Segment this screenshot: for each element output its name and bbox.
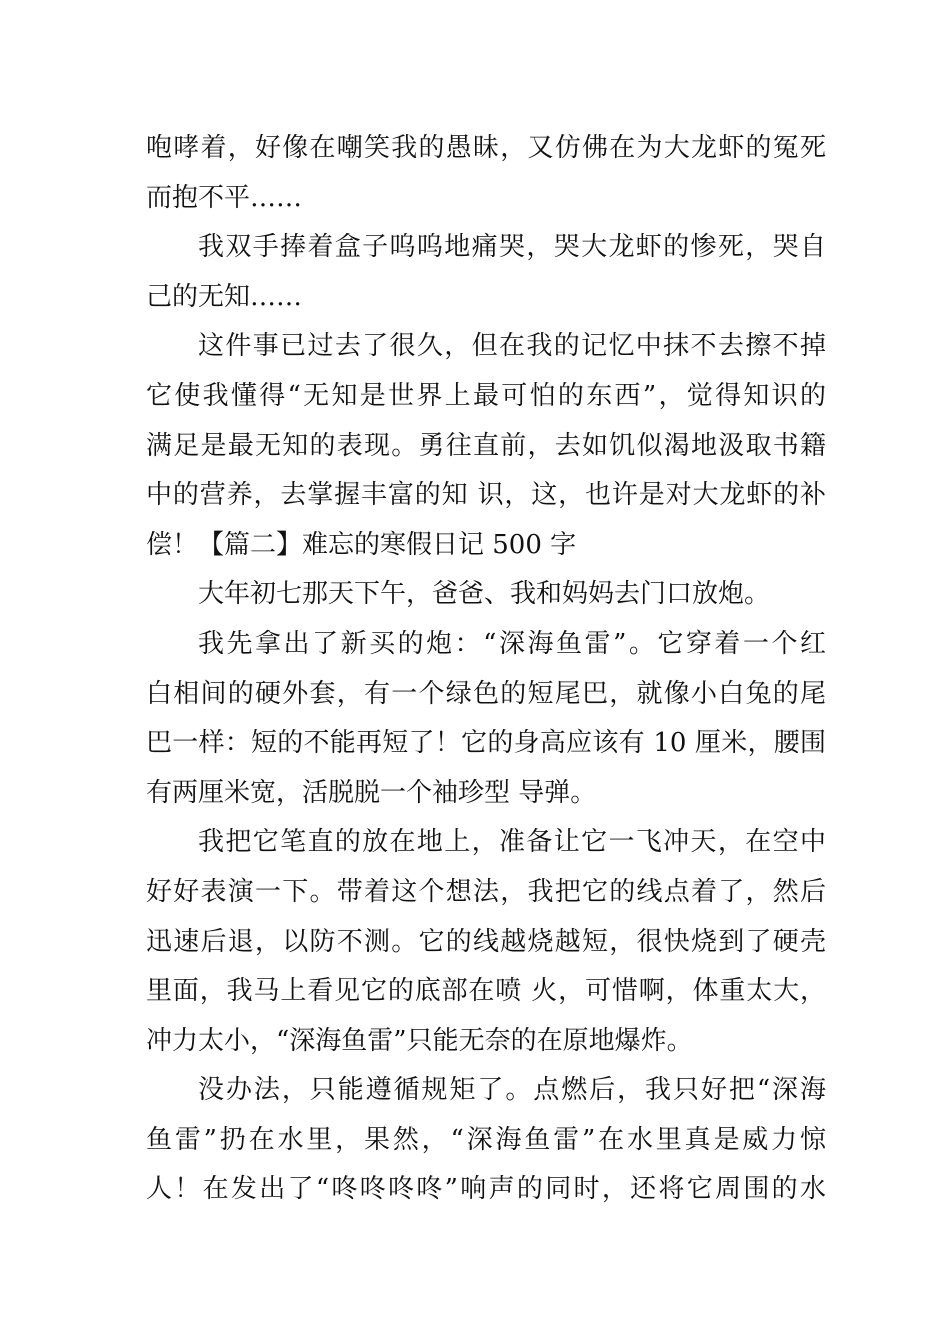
text-line: 有两厘米宽，活脱脱一个袖珍型 导弹。: [146, 777, 597, 808]
text-line: 里面，我马上看见它的底部在喷 火，可惜啊，体重太大，: [146, 976, 826, 1007]
text-line: 它使我懂得“无知是世界上最可怕的东西”，觉得知识的: [146, 380, 826, 411]
text-line: 而抱不平……: [146, 182, 303, 213]
text-line: 我把它笔直的放在地上，准备让它一飞冲天，在空中: [198, 827, 826, 858]
text-line: 咆哮着，好像在嘲笑我的愚昧，又仿佛在为大龙虾的冤死: [146, 133, 826, 163]
text-line: 这件事已过去了很久，但在我的记忆中抹不去擦不掉: [198, 331, 826, 362]
text-line: 巴一样：短的不能再短了！它的身高应该有 10 厘米，腰围: [146, 728, 826, 759]
text-line: 白相间的硬外套，有一个绿色的短尾巴，就像小白兔的尾: [146, 678, 826, 709]
text-line: 我先拿出了新买的炮：“深海鱼雷”。它穿着一个红: [198, 628, 826, 659]
text-line: 鱼雷”扔在水里，果然，“深海鱼雷”在水里真是威力惊: [146, 1124, 826, 1155]
text-line: 满足是最无知的表现。勇往直前，去如饥似渴地汲取书籍: [146, 430, 826, 461]
text-line: 偿！【篇二】难忘的寒假日记 500 字: [146, 529, 577, 560]
text-line: 中的营养，去掌握丰富的知 识，这，也许是对大龙虾的补: [146, 480, 826, 511]
text-line: 人！在发出了“咚咚咚咚”响声的同时，还将它周围的水: [146, 1174, 826, 1205]
text-line: 好好表演一下。带着这个想法，我把它的线点着了，然后: [146, 876, 826, 907]
text-line: 冲力太小，“深海鱼雷”只能无奈的在原地爆炸。: [146, 1025, 693, 1056]
text-line: 大年初七那天下午，爸爸、我和妈妈去门口放炮。: [198, 579, 771, 610]
text-line: 迅速后退，以防不测。它的线越烧越短，很快烧到了硬壳: [146, 926, 826, 957]
text-line: 没办法，只能遵循规矩了。点燃后，我只好把“深海: [198, 1075, 826, 1106]
text-line: 我双手捧着盒子呜呜地痛哭，哭大龙虾的惨死，哭自: [198, 232, 826, 263]
text-line: 己的无知……: [146, 281, 303, 312]
body-text: [146, 124, 826, 1215]
